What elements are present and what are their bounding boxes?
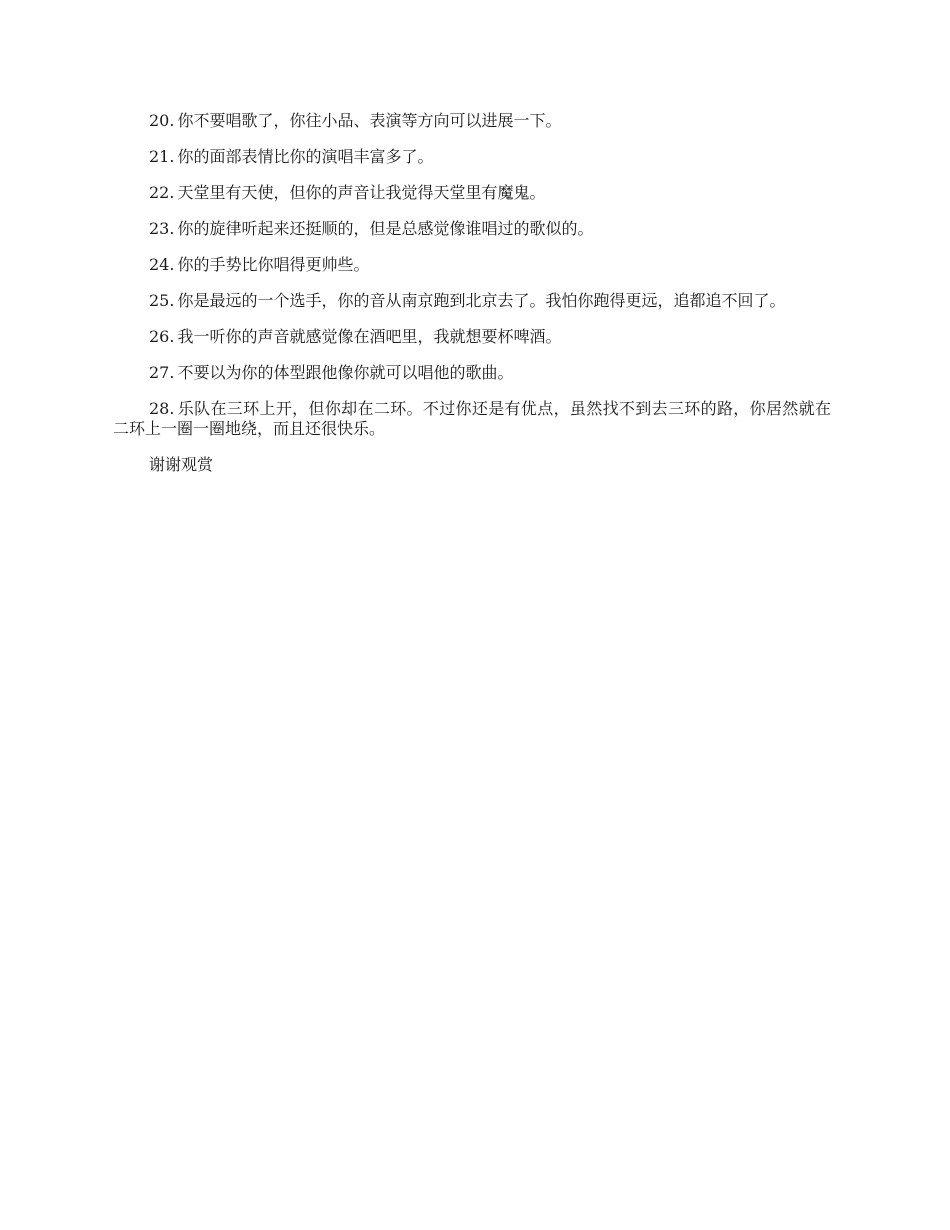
item-text: 乐队在三环上开，但你却在二环。不过你还是有优点，虽然找不到去三环的路，你居然就在二环上一圈一圈地绕，而且还很快乐。 [113, 399, 831, 438]
item-text: 你的旋律听起来还挺顺的，但是总感觉像谁唱过的歌似的。 [177, 219, 594, 238]
item-text: 你的手势比你唱得更帅些。 [177, 255, 370, 274]
item-number: 21. [149, 147, 175, 166]
list-item-20 [113, 111, 831, 131]
item-number: 27. [149, 363, 175, 382]
list-item-28 [113, 399, 831, 439]
item-text: 你是最远的一个选手，你的音从南京跑到北京去了。我怕你跑得更远，追都追不回了。 [177, 291, 786, 310]
list-item-25 [113, 291, 831, 311]
item-number: 26. [149, 327, 175, 346]
item-text: 你的面部表情比你的演唱丰富多了。 [177, 147, 434, 166]
list-item-22 [113, 183, 831, 203]
closing-line: 谢谢观赏 [149, 455, 214, 474]
list-item-23 [113, 219, 831, 239]
item-text: 我一听你的声音就感觉像在酒吧里，我就想要杯啤酒。 [177, 327, 562, 346]
item-text: 天堂里有天使，但你的声音让我觉得天堂里有魔鬼。 [177, 183, 546, 202]
item-number: 20. [149, 111, 175, 130]
item-number: 28. [149, 399, 175, 418]
list-item-26 [113, 327, 831, 347]
item-number: 25. [149, 291, 175, 310]
item-text: 你不要唱歌了，你往小品、表演等方向可以进展一下。 [177, 111, 562, 130]
item-number: 24. [149, 255, 175, 274]
item-text: 不要以为你的体型跟他像你就可以唱他的歌曲。 [177, 363, 514, 382]
list-item-21 [113, 147, 831, 167]
list-item-24 [113, 255, 831, 275]
list-item-27 [113, 363, 831, 383]
item-number: 23. [149, 219, 175, 238]
item-number: 22. [149, 183, 175, 202]
document-body [113, 111, 831, 491]
